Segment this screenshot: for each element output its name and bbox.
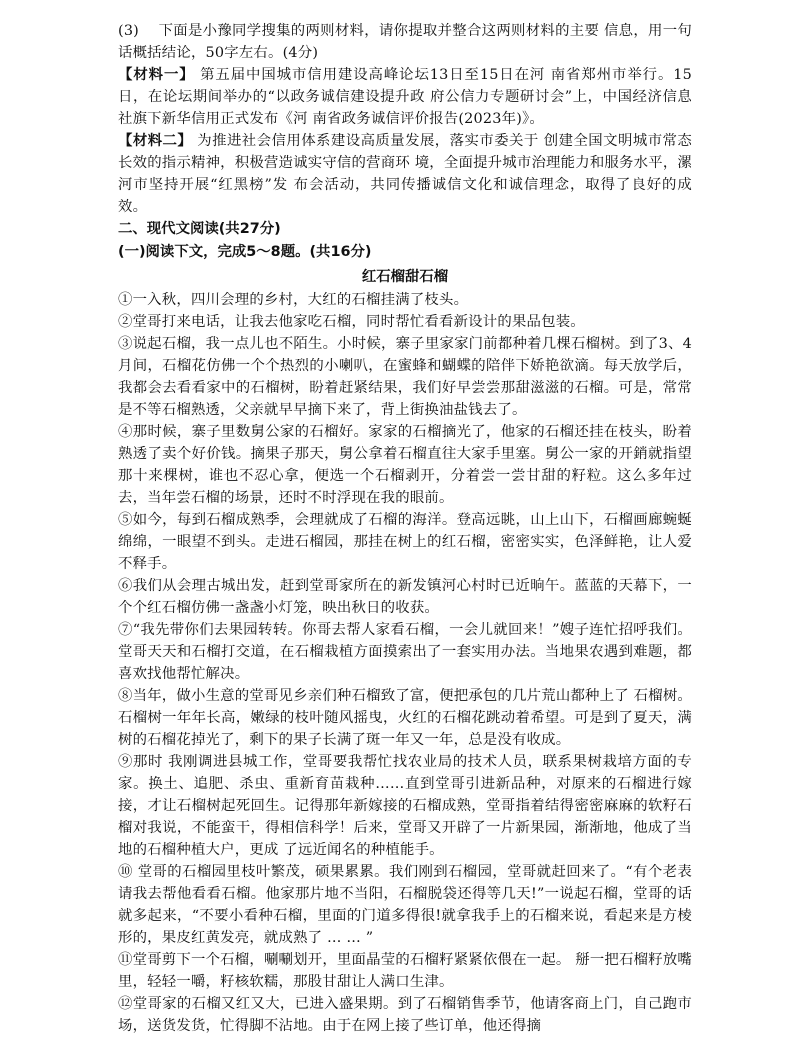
- paragraph: ②堂哥打来电话，让我去他家吃石榴，同时帮忙看看新设计的果品包装。: [118, 314, 585, 330]
- material-1-tag: 【材料一】: [118, 67, 195, 83]
- paragraph: ⑨那时 我刚调进县城工作，堂哥要我帮忙找农业局的技术人员，联系果树栽培方面的专家。换土、追肥、杀虫、重新育苗栽种……直到堂哥引进新品种，对原来的石榴进行嫁接，才让石榴树起死回生。记得那年新嫁接的石榴成熟，堂哥指着结得密密麻麻的软籽石榴对我说，不能蛮干，得相信科学！后来，堂哥又开辟了一片新果园，渐渐地，他成了当地的石榴种植大户，更成 了远近闻名的种植能手。: [118, 754, 692, 858]
- paragraph: ①一入秋，四川会理的乡村，大红的石榴挂满了枝头。: [118, 292, 469, 308]
- material-2-tag: 【材料二】: [118, 133, 193, 149]
- paragraph: ⑪堂哥剪下一个石榴，唰唰划开，里面晶莹的石榴籽紧紧依偎在一起。 掰一把石榴籽放嘴里，轻轻一嚼，籽核软糯，那股甘甜让人满口生津。: [118, 952, 692, 990]
- paragraph: ④那时候，寨子里数舅公家的石榴好。家家的石榴摘光了，他家的石榴还挂在枝头，盼着熟透了卖个好价钱。摘果子那天，舅公拿着石榴直往大家手里塞。舅公一家的开銷就指望那十来棵树，谁也不忍心拿，便选一个石榴剥开，分着尝一尝甘甜的籽粒。这么多年过去，当年尝石榴的场景，还时不时浮现在我的眼前。: [118, 424, 692, 506]
- material-2-text: 为推进社会信用体系建设高质量发展，落实市委关于 创建全国文明城市常态长效的指示精神，积极营造诚实守信的营商环 境，全面提升城市治理能力和服务水平，漯河市坚持开展“红黑榜”发 布会活动，共同传播诚信文化和诚信理念，取得了良好的成效。: [118, 133, 692, 215]
- article-title: 红石榴甜石榴: [361, 269, 449, 285]
- paragraph: ⑤如今，每到石榴成熟季，会理就成了石榴的海洋。登高远眺，山上山下，石榴画廊蜿蜒绵绵，一眼望不到头。走进石榴园，那挂在树上的红石榴，密密实实，色泽鲜艳，让人爱不释手。: [118, 512, 692, 572]
- paragraph: ③说起石榴，我一点儿也不陌生。小时候，寨子里家家门前都种着几棵石榴树。到了3、4月间，石榴花仿佛一个个热烈的小喇叭，在蜜蜂和蝴蝶的陪伴下娇艳欲滴。每天放学后，我都会去看看家中的石榴树，盼着赶紧结果，我们好早尝尝那甜滋滋的石榴。可是，常常是不等石榴熟透，父亲就早早摘下来了，背上街换油盐钱去了。: [118, 336, 692, 418]
- paragraph: ⑩ 堂哥的石榴园里枝叶繁茂，硕果累累。我们刚到石榴园，堂哥就赶回来了。“有个老表请我去帮他看看石榴。他家那片地不当阳，石榴脱袋还得等几天!”一说起石榴，堂哥的话就多起来，“不要小看种石榴，里面的门道多得很!就拿我手上的石榴来说，看起来是方棱形的，果皮红黄发亮，就成熟了 … … ”: [118, 864, 692, 946]
- question-3: (3) 下面是小豫同学搜集的两则材料，请你提取并整合这两则材料的主要 信息，用一句话概括结论，50字左右。(4分): [118, 23, 692, 61]
- document-page: [118, 20, 692, 1037]
- paragraph: ⑫堂哥家的石榴又红又大，已进入盛果期。到了石榴销售季节，他请客商上门，自己跑市场，送货发货，忙得脚不沾地。由于在网上接了些订单，他还得摘: [118, 996, 692, 1034]
- paragraph: ⑥我们从会理古城出发，赶到堂哥家所在的新发镇河心村时已近晌午。蓝蓝的天幕下，一个个红石榴仿佛一盏盏小灯笼，映出秋日的收获。: [118, 578, 692, 616]
- paragraph: ⑦“我先带你们去果园转转。你哥去帮人家看石榴，一会儿就回来！”嫂子连忙招呼我们。堂哥天天和石榴打交道，在石榴栽植方面摸索出了一套实用办法。当地果农遇到难题，都喜欢找他帮忙解决。: [118, 622, 692, 682]
- section-2-heading: 二、现代文阅读(共27分): [118, 221, 281, 237]
- material-1: [118, 64, 692, 130]
- paragraph: ⑧当年，做小生意的堂哥见乡亲们种石榴致了富，便把承包的几片荒山都种上了 石榴树。石榴树一年年长高，嫩绿的枝叶随风摇曳，火红的石榴花跳动着希望。可是到了夏天，满树的石榴花掉光了，剩下的果子长满了斑一年又一年，总是没有收成。: [118, 688, 692, 748]
- material-2: [118, 130, 692, 218]
- material-1-text: 第五届中国城市信用建设高峰论坛13日至15日在河 南省郑州市举行。15日，在论坛期间举办的“以政务诚信建设提升政 府公信力专题研讨会”上，中国经济信息社旗下新华信用正式发布《河 南省政务诚信评价报告(2023年)》。: [118, 67, 692, 127]
- subsection-1-heading: (一)阅读下文，完成5～8题。(共16分): [118, 244, 372, 260]
